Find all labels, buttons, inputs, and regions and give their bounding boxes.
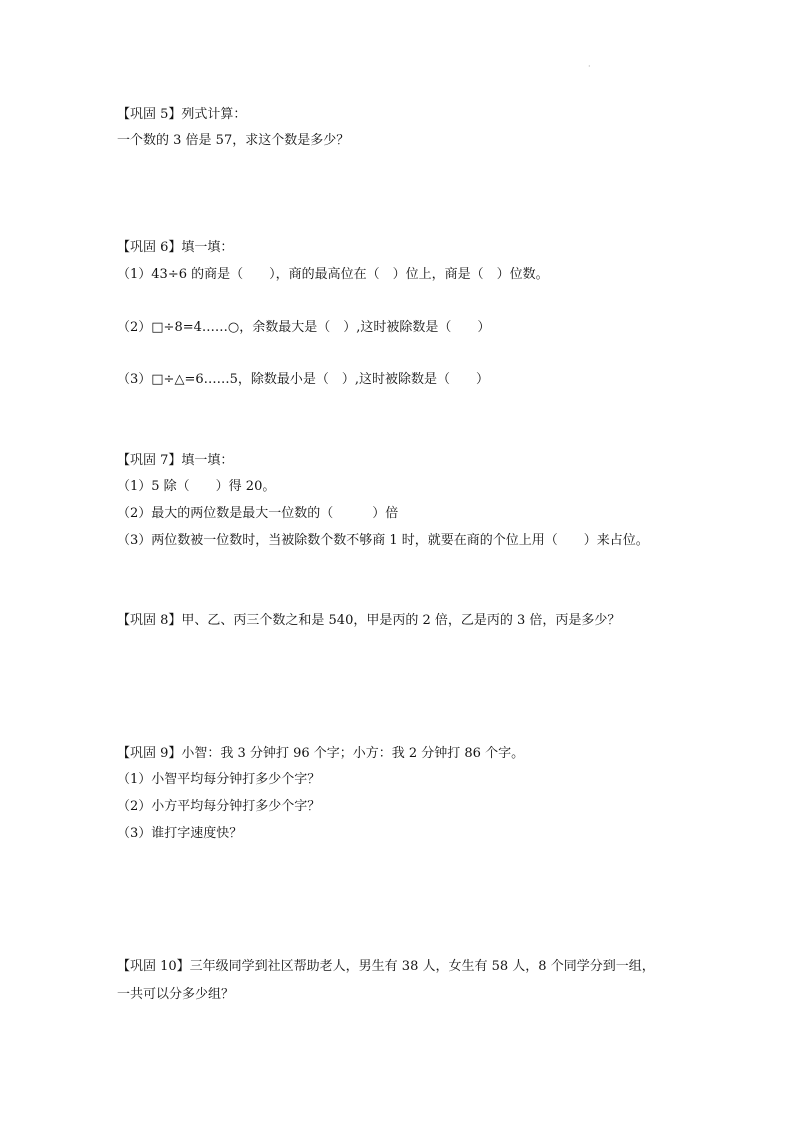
section-9-q3: （3）谁打字速度快？: [117, 826, 243, 841]
section-6-q2: （2）□÷8=4……○，余数最大是（ ）,这时被除数是（ ）: [117, 320, 491, 335]
section-6-q1: （1）43÷6 的商是（ ），商的最高位在（ ）位上，商是（ ）位数。: [117, 267, 549, 282]
section-10-question-line2: 一共可以分多少组？: [117, 987, 235, 1002]
section-5-question: 一个数的 3 倍是 57，求这个数是多少？: [117, 133, 350, 148]
section-6-title: 【巩固 6】填一填：: [117, 240, 234, 255]
section-7-q1: （1）5 除（ ）得 20。: [117, 479, 276, 494]
corner-mark: ·: [588, 62, 591, 71]
section-7-title: 【巩固 7】填一填：: [117, 453, 234, 468]
section-9-q2: （2）小方平均每分钟打多少个字？: [117, 799, 321, 814]
section-10-question-line1: 【巩固 10】三年级同学到社区帮助老人，男生有 38 人，女生有 58 人，8 个同学分到一组，: [117, 959, 655, 974]
section-8-question: 【巩固 8】甲、乙、丙三个数之和是 540，甲是丙的 2 倍，乙是丙的 3 倍，丙是多少？: [117, 613, 621, 628]
section-7-q2: （2）最大的两位数是最大一位数的（ ）倍: [117, 506, 399, 521]
section-6-q3: （3）□÷△=6……5，除数最小是（ ）,这时被除数是（ ）: [117, 372, 490, 387]
section-7-q3: （3）两位数被一位数时，当被除数个数不够商 1 时，就要在商的个位上用（ ）来占位。: [117, 533, 649, 548]
section-9-title: 【巩固 9】小智：我 3 分钟打 96 个字；小方：我 2 分钟打 86 个字。: [117, 746, 525, 761]
section-9-q1: （1）小智平均每分钟打多少个字？: [117, 772, 321, 787]
section-5-title: 【巩固 5】列式计算：: [117, 107, 247, 122]
